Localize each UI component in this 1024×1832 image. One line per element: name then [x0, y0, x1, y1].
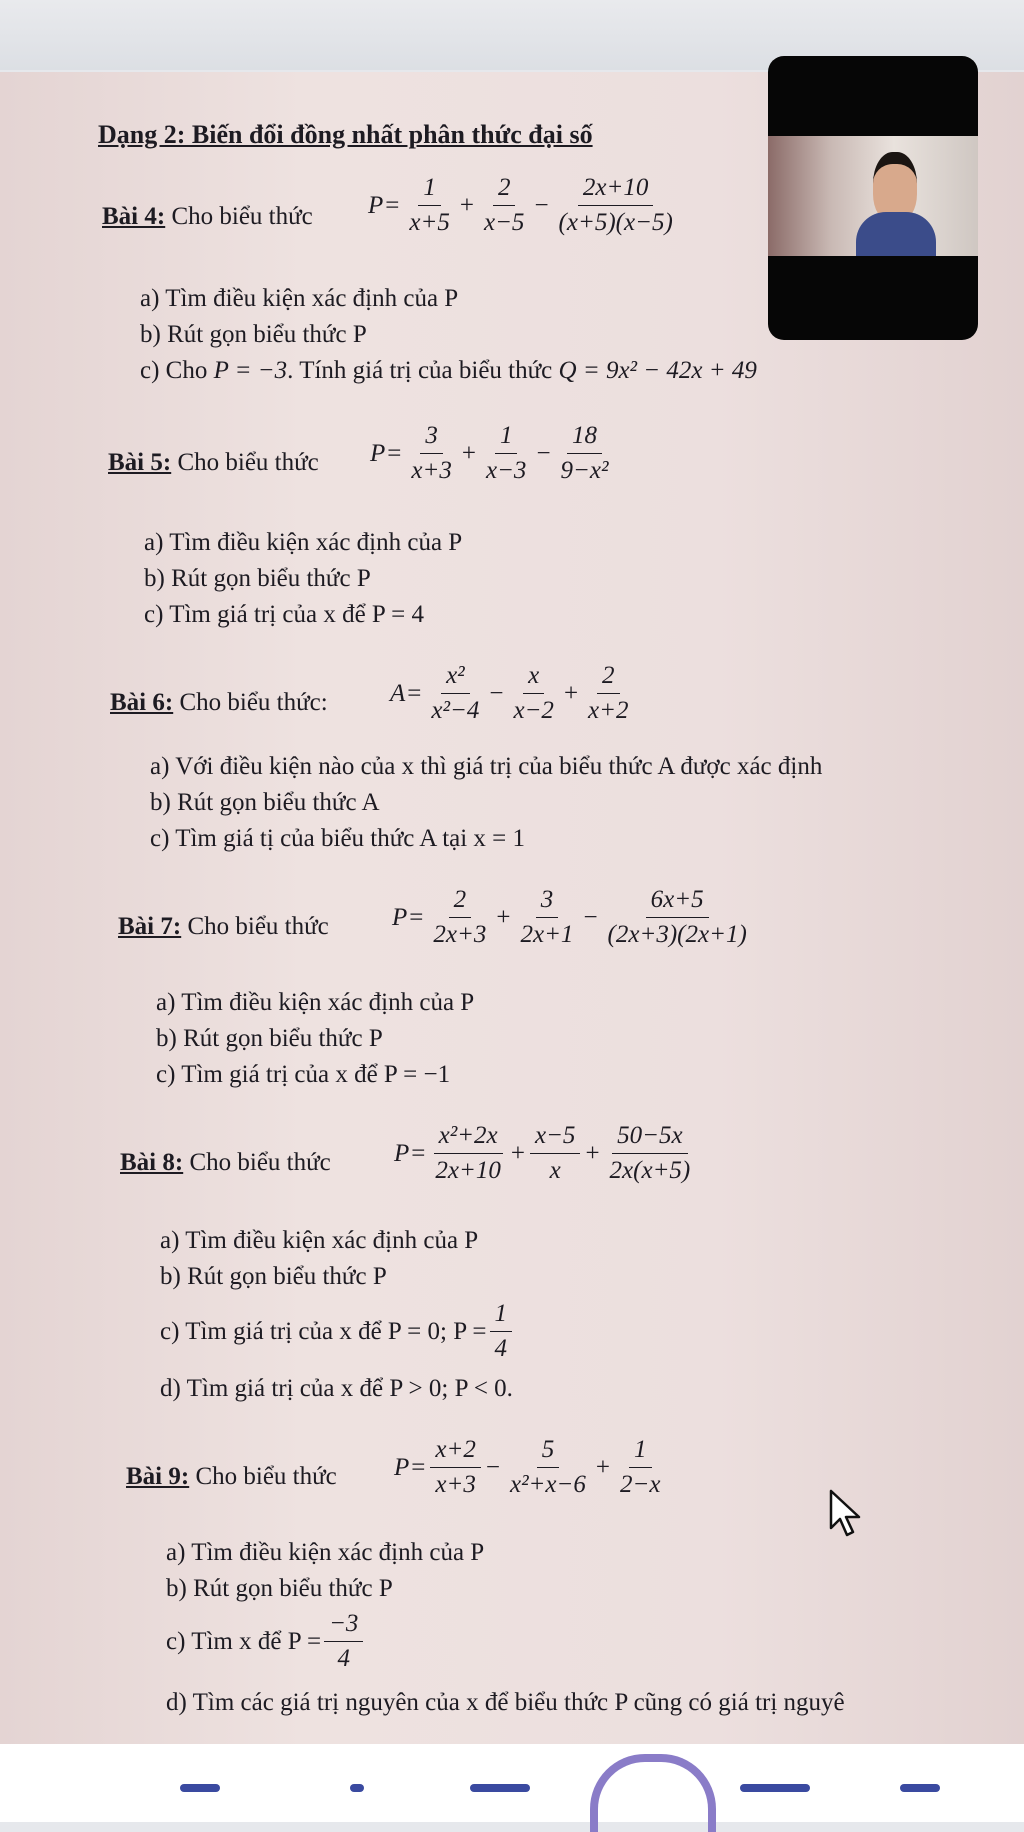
home-button-icon[interactable] — [590, 1754, 716, 1832]
exercise-8-label: Bài 8: — [120, 1149, 184, 1176]
fraction: $\frac{3}{2x+1}$ — [520, 886, 574, 948]
exercise-7-expression: P = $\frac{2}{2x+3}$ + $\frac{3}{2x+1}$ − $\frac{6x+5}{(2x+3)(2x+1)}$ — [392, 886, 755, 949]
webcam-video-overlay[interactable] — [768, 56, 978, 340]
exercise-7-part-c: c) Tìm giá trị của x để P = −1 — [156, 1061, 451, 1088]
exercise-9-expression: P = $\frac{x+2}{x+3}$ − $\frac{5}{\text{x²+x−6}}$ + $\frac{1}{2-x}$ — [394, 1436, 668, 1499]
exercise-5-label: Bài 5: — [108, 449, 172, 476]
exercise-6-intro: Cho biểu thức: — [179, 689, 328, 716]
mouse-cursor-icon — [828, 1488, 868, 1540]
exercise-8-part-c: c) Tìm giá trị của x để P = 0; P = $\frac{1}{4}$ — [160, 1300, 515, 1363]
fraction: $\frac{18}{\text{9−x²}}$ — [560, 422, 609, 484]
fraction: $\frac{50-5x}{2x(x+5)}$ — [609, 1122, 691, 1184]
fraction: $\frac{1}{x-3}$ — [485, 422, 527, 484]
exercise-7-intro: Cho biểu thức — [187, 913, 329, 940]
exercise-5-part-a: a) Tìm điều kiện xác định của P — [144, 529, 463, 556]
exercise-4-part-b: b) Rút gọn biểu thức P — [140, 321, 367, 348]
section-title: Dạng 2: Biến đổi đồng nhất phân thức đại số — [98, 120, 593, 149]
exercise-8-part-d: d) Tìm giá trị của x để P > 0; P < 0. — [160, 1375, 513, 1402]
exercise-5-part-c: c) Tìm giá trị của x để P = 4 — [144, 601, 425, 628]
taskbar-icon[interactable] — [470, 1784, 530, 1792]
fraction: $\frac{2}{2x+3}$ — [433, 886, 487, 948]
exercise-9-label: Bài 9: — [126, 1463, 190, 1490]
exercise-4-part-c: c) Cho P = −3. Tính giá trị của biểu thức Q = 9x² − 42x + 49 — [140, 357, 757, 384]
taskbar-icon[interactable] — [180, 1784, 220, 1792]
exercise-9-part-b: b) Rút gọn biểu thức P — [166, 1575, 393, 1602]
taskbar-icon[interactable] — [740, 1784, 810, 1792]
exercise-8-heading — [120, 1150, 331, 1175]
taskbar-icon[interactable] — [350, 1784, 364, 1792]
expr-lhs: A — [390, 679, 406, 707]
fraction: $\frac{2}{x-5}$ — [483, 174, 525, 236]
exercise-9-intro: Cho biểu thức — [195, 1463, 337, 1490]
exercise-4-intro: Cho biểu thức — [171, 203, 313, 230]
exercise-8-part-a: a) Tìm điều kiện xác định của P — [160, 1227, 479, 1254]
taskbar — [0, 1744, 1024, 1822]
expr-lhs: P — [370, 439, 386, 467]
exercise-7-heading — [118, 914, 329, 939]
fraction: $\frac{\text{x²+2x}}{2x+10}$ — [435, 1122, 501, 1184]
exercise-5-intro: Cho biểu thức — [177, 449, 319, 476]
fraction: $\frac{1}{2-x}$ — [620, 1436, 661, 1498]
exercise-7-part-a: a) Tìm điều kiện xác định của P — [156, 989, 475, 1016]
exercise-9-part-c: c) Tìm x để P = $\frac{-3}{4}$ — [166, 1610, 366, 1673]
fraction: $\frac{2}{x+2}$ — [588, 662, 629, 724]
exercise-7-label: Bài 7: — [118, 913, 182, 940]
exercise-4-label: Bài 4: — [102, 203, 166, 230]
expr-lhs: P — [368, 191, 384, 219]
exercise-8-expression: P = $\frac{\text{x²+2x}}{2x+10}$ + $\frac{x-5}{x}$ + $\frac{50-5x}{2x(x+5)}$ — [394, 1122, 698, 1185]
fraction: $\frac{x-5}{x}$ — [530, 1122, 580, 1185]
fraction: $\frac{1}{x+5}$ — [409, 174, 450, 236]
exercise-9-heading — [126, 1464, 337, 1489]
fraction: $\frac{-3}{4}$ — [324, 1610, 363, 1673]
exercise-5-part-b: b) Rút gọn biểu thức P — [144, 565, 371, 592]
expr-lhs: P — [392, 903, 408, 931]
exercise-6-part-c: c) Tìm giá tị của biểu thức A tại x = 1 — [150, 825, 526, 852]
fraction: $\frac{x+2}{x+3}$ — [430, 1436, 480, 1499]
exercise-6-label: Bài 6: — [110, 689, 174, 716]
fraction: $\frac{x}{x-2}$ — [513, 662, 554, 724]
exercise-4-expression: P = $\frac{1}{x+5}$ + $\frac{2}{x-5}$ − $\frac{2x+10}{(x+5)(x-5)}$ — [368, 174, 681, 237]
exercise-8-intro: Cho biểu thức — [189, 1149, 331, 1176]
fraction: $\frac{2x+10}{(x+5)(x-5)}$ — [558, 174, 673, 236]
exercise-9-part-d: d) Tìm các giá trị nguyên của x để biểu thức P cũng có giá trị nguyê — [166, 1689, 845, 1716]
exercise-4-part-a: a) Tìm điều kiện xác định của P — [140, 285, 459, 312]
exercise-6-heading — [110, 690, 328, 715]
exercise-4-heading — [102, 204, 313, 229]
exercise-6-expression: A = $\frac{\text{x²}}{\text{x²−4}}$ − $\frac{x}{x-2}$ + $\frac{2}{x+2}$ — [390, 662, 637, 725]
fraction: $\frac{6x+5}{(2x+3)(2x+1)}$ — [607, 886, 747, 948]
exercise-8-part-b: b) Rút gọn biểu thức P — [160, 1263, 387, 1290]
expr-lhs: P — [394, 1453, 410, 1481]
exercise-5-expression: P = $\frac{3}{x+3}$ + $\frac{1}{x-3}$ − $\frac{18}{\text{9−x²}}$ — [370, 422, 617, 485]
exercise-6-part-a: a) Với điều kiện nào của x thì giá trị của biểu thức A được xác định — [150, 753, 823, 780]
presenter-body — [856, 212, 936, 256]
exercise-6-part-b: b) Rút gọn biểu thức A — [150, 789, 380, 816]
expr-lhs: P — [394, 1139, 410, 1167]
taskbar-icon[interactable] — [900, 1784, 940, 1792]
fraction: $\frac{5}{\text{x²+x−6}}$ — [509, 1436, 586, 1498]
fraction: $\frac{1}{4}$ — [490, 1300, 513, 1363]
exercise-5-heading — [108, 450, 319, 475]
fraction: $\frac{3}{x+3}$ — [411, 422, 452, 484]
exercise-7-part-b: b) Rút gọn biểu thức P — [156, 1025, 383, 1052]
exercise-9-part-a: a) Tìm điều kiện xác định của P — [166, 1539, 485, 1566]
fraction: $\frac{\text{x²}}{\text{x²−4}}$ — [431, 662, 480, 724]
